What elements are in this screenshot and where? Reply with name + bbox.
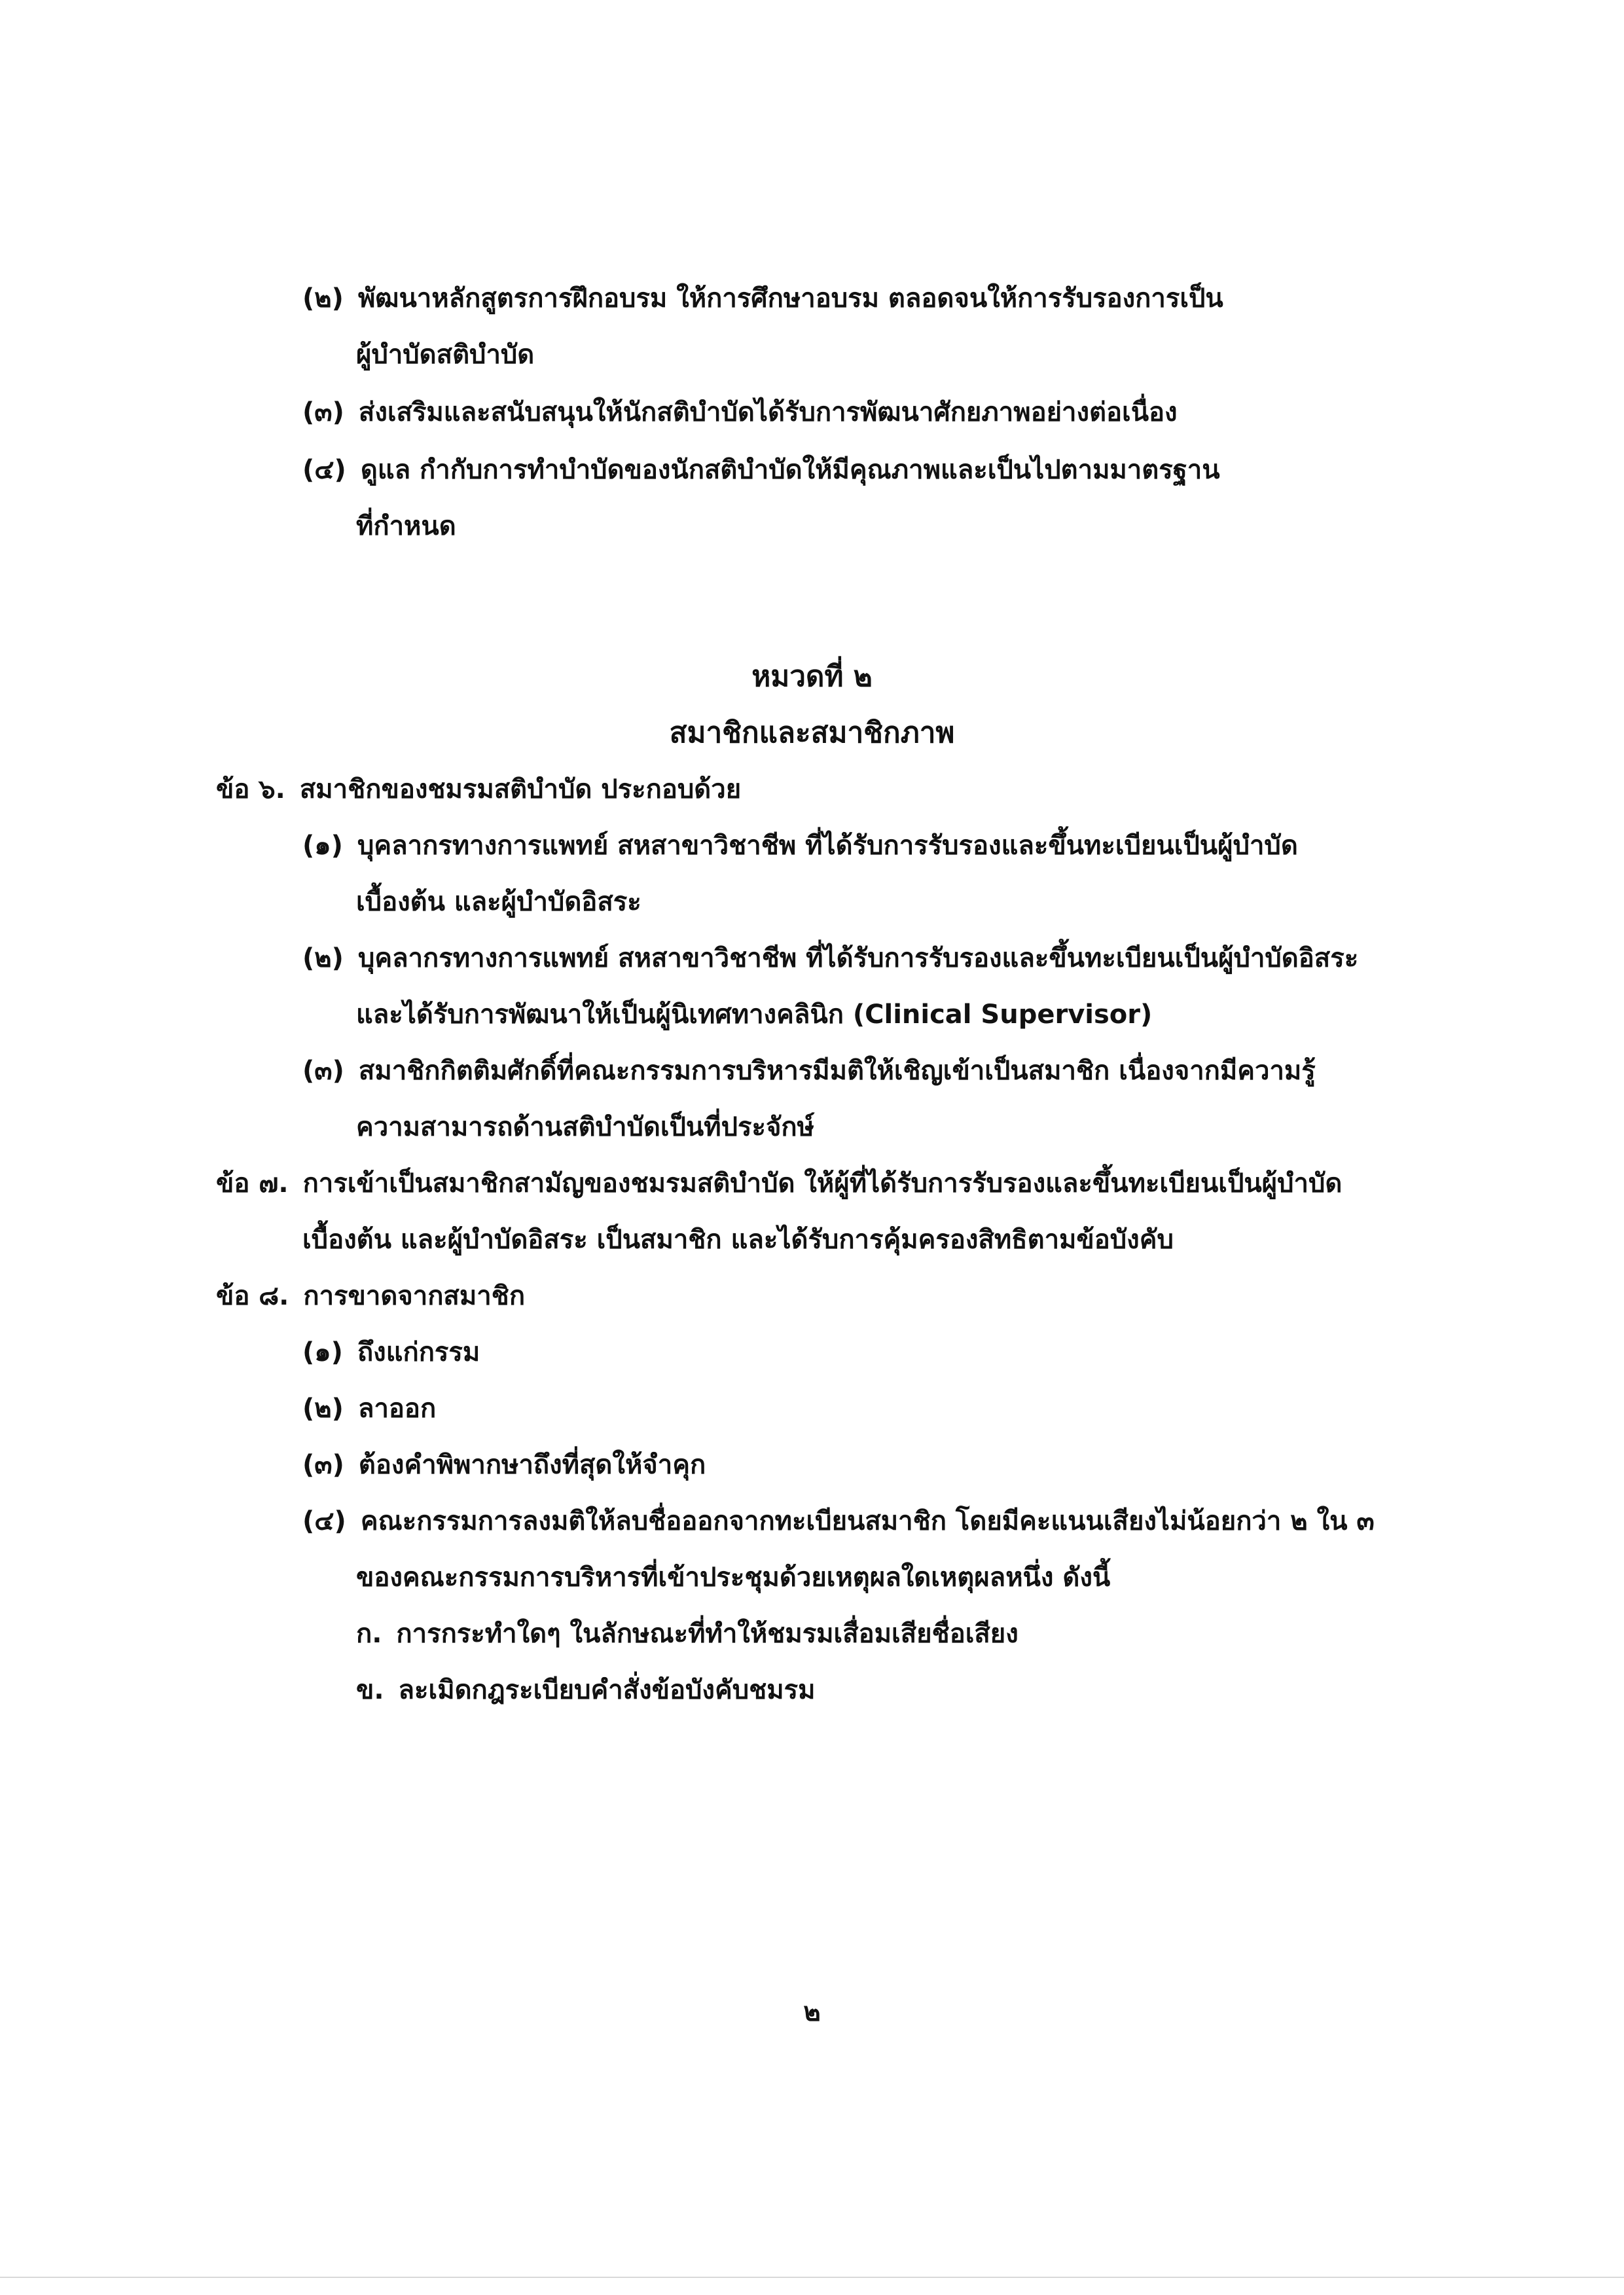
item-label: (๔) [302, 455, 346, 485]
clause-label: ข้อ ๖. [216, 774, 285, 804]
item-label: (๒) [302, 283, 344, 314]
clause-6-item-2-continuation [356, 996, 1152, 1033]
item-text: ส่งเสริมและสนับสนุนให้นักสติบำบัดได้รับการพัฒนาศักยภาพอย่างต่อเนื่อง [358, 397, 1178, 427]
item-text: ของคณะกรรมการบริหารที่เข้าประชุมด้วยเหตุผลใดเหตุผลหนึ่ง ดังนี้ [356, 1563, 1111, 1593]
item-label: (๔) [302, 1506, 346, 1536]
clause-7-continuation [302, 1221, 1174, 1258]
clause-text: สมาชิกของชมรมสติบำบัด ประกอบด้วย [299, 774, 742, 804]
subitem-label: ข. [356, 1675, 384, 1705]
clause-8-item-4 [302, 1503, 1375, 1540]
clause-8-item-4-continuation [356, 1559, 1110, 1596]
clause-text: เบื้องต้น และผู้บำบัดอิสระ เป็นสมาชิก และได้รับการคุ้มครองสิทธิตามข้อบังคับ [302, 1225, 1174, 1255]
item-text: และได้รับการพัฒนาให้เป็นผู้นิเทศทางคลินิก (Clinical Supervisor) [356, 1000, 1153, 1030]
list-item-2 [302, 280, 1223, 317]
clause-6-item-2 [302, 940, 1358, 977]
clause-label: ข้อ ๘. [216, 1281, 289, 1311]
subitem-text: ละเมิดกฎระเบียบคำสั่งข้อบังคับชมรม [398, 1675, 816, 1705]
clause-label: ข้อ ๗. [216, 1168, 289, 1199]
item-text: ถึงแก่กรรม [357, 1337, 480, 1367]
clause-8-item-2 [302, 1390, 436, 1427]
item-text: เบื้องต้น และผู้บำบัดอิสระ [356, 887, 641, 917]
item-text: ดูแล กำกับการทำบำบัดของนักสติบำบัดให้มีคุณภาพและเป็นไปตามมาตรฐาน [360, 455, 1220, 485]
chapter-subtitle: สมาชิกและสมาชิกภาพ [669, 716, 955, 750]
item-label: (๑) [302, 1337, 343, 1367]
item-text: บุคลากรทางการแพทย์ สหสาขาวิชาชีพ ที่ได้รับการรับรองและขึ้นทะเบียนเป็นผู้บำบัด [357, 831, 1298, 861]
item-label: (๓) [302, 1056, 344, 1086]
item-text: คณะกรรมการลงมติให้ลบชื่อออกจากทะเบียนสมาชิก โดยมีคะแนนเสียงไม่น้อยกว่า ๒ ใน ๓ [360, 1506, 1375, 1536]
subitem-label: ก. [356, 1619, 382, 1649]
clause-6 [216, 771, 741, 808]
item-text: ลาออก [357, 1394, 437, 1424]
list-item-3 [302, 394, 1178, 431]
clause-8-item-1 [302, 1334, 480, 1371]
clause-6-item-3-continuation [356, 1109, 814, 1146]
item-label: (๒) [302, 943, 344, 973]
clause-6-item-1 [302, 827, 1298, 864]
clause-6-item-3 [302, 1053, 1316, 1089]
item-text: ผู้บำบัดสติบำบัด [356, 340, 535, 370]
item-text: พัฒนาหลักสูตรการฝึกอบรม ให้การศึกษาอบรม ตลอดจนให้การรับรองการเป็น [357, 283, 1223, 314]
clause-text: การขาดจากสมาชิก [303, 1281, 526, 1311]
page-number: ๒ [803, 1997, 821, 2027]
item-text: ความสามารถด้านสติบำบัดเป็นที่ประจักษ์ [356, 1112, 814, 1142]
clause-8 [216, 1278, 525, 1314]
list-item-2-continuation [356, 336, 534, 373]
item-text: ต้องคำพิพากษาถึงที่สุดให้จำคุก [358, 1450, 706, 1480]
clause-8-subitem-a [356, 1616, 1019, 1652]
item-label: (๒) [302, 1394, 344, 1424]
item-text: สมาชิกกิตติมศักดิ์ที่คณะกรรมการบริหารมีมติให้เชิญเข้าเป็นสมาชิก เนื่องจากมีความรู้ [358, 1056, 1316, 1086]
list-item-4-continuation [356, 508, 456, 545]
clause-text: การเข้าเป็นสมาชิกสามัญของชมรมสติบำบัด ให้ผู้ที่ได้รับการรับรองและขึ้นทะเบียนเป็นผู้บำบัด [302, 1168, 1343, 1199]
list-item-4 [302, 452, 1220, 488]
clause-7 [216, 1165, 1342, 1202]
clause-8-subitem-b [356, 1672, 815, 1708]
item-label: (๓) [302, 397, 344, 427]
clause-8-item-3 [302, 1447, 706, 1483]
item-text: บุคลากรทางการแพทย์ สหสาขาวิชาชีพ ที่ได้รับการรับรองและขึ้นทะเบียนเป็นผู้บำบัดอิสระ [357, 943, 1359, 973]
subitem-text: การกระทำใดๆ ในลักษณะที่ทำให้ชมรมเสื่อมเสียชื่อเสียง [396, 1619, 1019, 1649]
item-label: (๑) [302, 831, 343, 861]
clause-6-item-1-continuation [356, 884, 641, 920]
chapter-title: หมวดที่ ๒ [751, 660, 873, 693]
page-bottom-edge [0, 2277, 1624, 2278]
item-text: ที่กำหนด [356, 511, 456, 541]
item-label: (๓) [302, 1450, 344, 1480]
